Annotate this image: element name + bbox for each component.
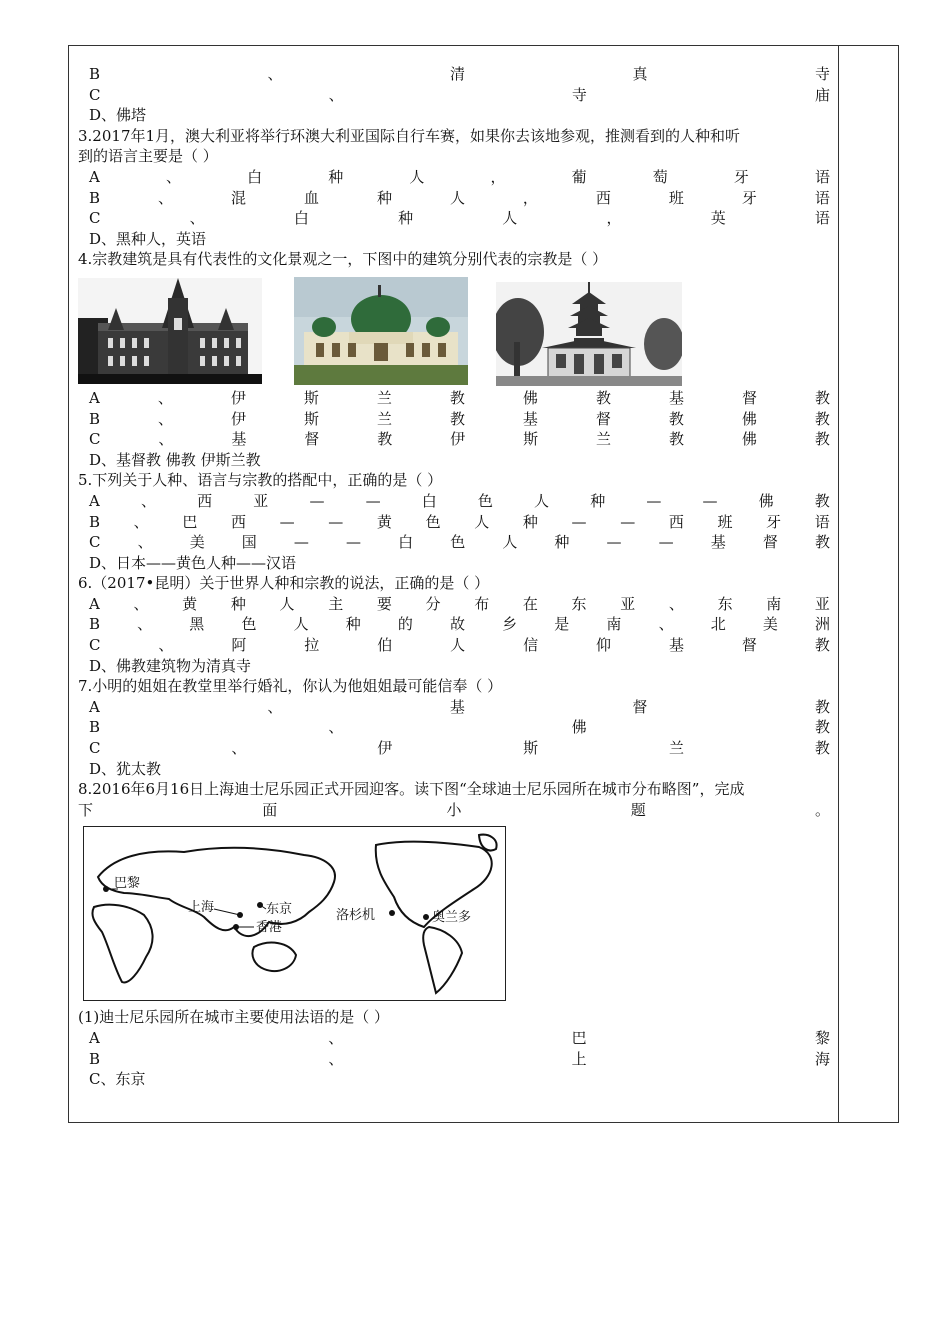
char: 寺 [571,85,587,104]
char: 种 [522,512,538,531]
char: ， [522,188,538,207]
char: 教 [814,697,830,716]
q5-option-d: D、日本——黄色人种——汉语 [89,553,297,572]
q6-option-c [78,635,830,656]
char: 班 [717,512,733,531]
char: 教 [814,409,830,428]
char: 斯 [303,388,319,407]
char: 洲 [814,615,830,634]
q5-option-a [78,491,830,512]
char: 基 [231,430,247,449]
q6-option-a [78,594,830,615]
char: 种 [554,533,570,552]
q6-option-d: D、佛教建筑物为清真寺 [89,656,252,675]
char: 色 [477,491,493,510]
char: 、 [165,167,181,186]
q7-option-d: D、犹太教 [89,759,162,778]
char: 基 [522,409,538,428]
char: 人 [502,209,518,228]
q2-option-c [78,85,830,106]
char: 主 [328,594,344,613]
char: 基 [449,697,465,716]
q8-option-a [78,1028,830,1049]
char: B [89,615,101,634]
char: 面 [262,800,278,819]
mosque-image [294,277,468,385]
char: 斯 [303,409,319,428]
char: 教 [449,409,465,428]
char: 牙 [733,167,749,186]
char: 牙 [766,512,782,531]
char: 伊 [377,739,393,758]
char: 教 [814,533,830,552]
char: 。 [814,800,830,819]
char: 教 [668,409,684,428]
char: 教 [668,430,684,449]
q8-option-b [78,1049,830,1070]
char: B [89,718,101,737]
q5-stem: 5.下列关于人种、语言与宗教的搭配中，正确的是（ ） [78,471,443,490]
char: — [646,491,662,510]
char: ， [606,209,622,228]
char: 种 [398,209,414,228]
q4-option-a [78,388,830,409]
char: 葡 [571,167,587,186]
char: 佛 [741,409,757,428]
char: 语 [814,512,830,531]
char: 、 [267,697,283,716]
map-label-paris: 巴黎 [114,875,141,891]
char: B [89,409,101,428]
q7-stem: 7.小明的姐姐在教堂里举行婚礼，你认为他姐姐最可能信奉（ ） [78,677,503,696]
q4-stem: 4.宗教建筑是具有代表性的文化景观之一，下图中的建筑分别代表的宗教是（ ） [78,250,608,269]
q8-stem-line2 [78,800,830,821]
char: 语 [814,188,830,207]
char: A [89,697,100,716]
char: 乡 [502,615,518,634]
char: C [89,209,101,228]
char: 西 [595,188,611,207]
char: 督 [762,533,778,552]
char: 语 [814,209,830,228]
religious-buildings-images [78,274,830,386]
q3-option-a [78,167,830,188]
char: 伊 [230,388,246,407]
char: 人 [502,533,518,552]
q5-option-b [78,512,830,533]
char: 布 [474,594,490,613]
q2-option-b [78,64,830,85]
char: — [571,512,587,531]
char: 人 [293,615,309,634]
char: 教 [814,388,830,407]
table-column-divider [838,45,839,1123]
char: 、 [267,65,283,83]
char: — [620,512,636,531]
char: 教 [814,491,830,510]
char: — [328,512,344,531]
char: 萄 [652,167,668,186]
char: 色 [425,512,441,531]
char: 教 [814,718,830,737]
char: 佛 [758,491,774,510]
char: 、 [328,1029,344,1047]
char: 基 [710,533,726,552]
char: 黎 [814,1029,830,1047]
char: 伊 [450,430,466,449]
char: 是 [554,615,570,634]
char: 种 [345,615,361,634]
char: 佛 [522,388,538,407]
char: 、 [189,209,205,228]
char: 南 [766,594,782,613]
char: 牙 [741,188,757,207]
char: 东 [571,594,587,613]
char: — [346,533,361,552]
char: 教 [814,739,830,758]
char: 伯 [377,636,393,655]
q3-option-c [78,208,830,229]
map-label-losangeles: 洛杉机 [336,907,376,923]
char: 、 [328,85,344,104]
char: 寺 [814,65,830,83]
char: 种 [590,491,606,510]
char: 白 [398,533,414,552]
char: 黄 [376,512,392,531]
char: 清 [449,65,465,83]
char: 、 [668,594,684,613]
char: 亚 [620,594,636,613]
char: 南 [606,615,622,634]
char: 巴 [571,1029,587,1047]
q6-stem: 6.（2017•昆明）关于世界人种和宗教的说法，正确的是（ ） [78,574,490,593]
char: 阿 [231,636,247,655]
char: 兰 [376,409,392,428]
char: 、 [328,718,344,737]
char: 西 [668,512,684,531]
q8-stem-line1: 8.2016年6月16日上海迪士尼乐园正式开园迎客。读下图“全球迪士尼乐园所在城市分布略图”，完成 [78,780,745,799]
char: B [89,188,101,207]
char: 题 [630,800,646,819]
q3-stem-line1: 3.2017年1月，澳大利亚将举行环澳大利亚国际自行车赛，如果你去该地参观，推测看到的人种和听 [78,126,741,145]
char: C [89,430,101,449]
char: 要 [376,594,392,613]
char: 兰 [669,739,685,758]
char: 兰 [376,388,392,407]
map-label-hongkong: 香港 [256,919,283,935]
char: 色 [450,533,466,552]
char: 督 [741,636,757,655]
char: 兰 [596,430,612,449]
char: 、 [140,491,156,510]
char: A [89,1029,100,1047]
char: 色 [241,615,257,634]
char: 督 [741,388,757,407]
map-label-tokyo: 东京 [266,901,293,917]
char: 基 [668,636,684,655]
pagoda-image [496,282,682,386]
char: 、 [133,512,149,531]
char: C [89,533,101,552]
char: 、 [158,430,174,449]
char: 美 [189,533,205,552]
disney-world-map [83,826,506,1001]
char: 西 [230,512,246,531]
char: 班 [668,188,684,207]
char: 种 [376,188,392,207]
char: 、 [133,594,149,613]
char: 佛 [741,430,757,449]
char: 、 [658,615,674,634]
char: 英 [710,209,726,228]
char: — [309,491,325,510]
char: 白 [247,167,263,186]
char: C [89,636,101,655]
char: 的 [397,615,413,634]
char: 教 [814,636,830,655]
char: 人 [409,167,425,186]
char: 督 [304,430,320,449]
char: 下 [78,800,94,819]
char: C [89,739,101,758]
char: C [89,85,101,104]
char: 国 [241,533,257,552]
char: 海 [814,1049,830,1068]
char: 庙 [814,85,830,104]
char: 人 [449,188,465,207]
char: 真 [632,65,648,83]
char: 斯 [523,739,539,758]
char: 、 [231,739,247,758]
char: 故 [450,615,466,634]
char: A [89,388,100,407]
char: 、 [328,1049,344,1068]
char: 、 [158,188,174,207]
char: 基 [668,388,684,407]
char: 东 [717,594,733,613]
q4-option-b [78,409,830,430]
char: 仰 [596,636,612,655]
q3-option-d: D、黑种人，英语 [89,229,207,248]
char: 美 [762,615,778,634]
char: 斯 [523,430,539,449]
char: 、 [137,533,153,552]
char: 教 [814,430,830,449]
char: 种 [230,594,246,613]
q2-option-d: D、佛塔 [89,106,147,125]
char: — [658,533,674,552]
q8-sub1-stem: (1)迪士尼乐园所在城市主要使用法语的是（ ） [78,1008,390,1027]
char: 、 [158,636,174,655]
q7-option-c [78,738,830,759]
q6-option-b [78,614,830,635]
char: 督 [595,409,611,428]
char: A [89,594,100,613]
char: B [89,1049,101,1068]
char: 教 [449,388,465,407]
char: 白 [293,209,309,228]
char: 教 [595,388,611,407]
char: 人 [534,491,550,510]
char: 亚 [253,491,269,510]
char: 西 [197,491,213,510]
char: A [89,167,100,186]
char: 上 [571,1049,587,1068]
char: 在 [522,594,538,613]
char: B [89,512,101,531]
char: 白 [421,491,437,510]
q7-option-b [78,717,830,738]
char: 黄 [182,594,198,613]
char: 、 [157,388,173,407]
char: 人 [474,512,490,531]
char: 人 [450,636,466,655]
map-label-orlando: 奥兰多 [432,909,472,925]
char: — [279,512,295,531]
q4-option-c [78,429,830,450]
char: 督 [632,697,648,716]
char: 分 [425,594,441,613]
char: 信 [523,636,539,655]
worksheet-content [78,64,830,1090]
char: 佛 [571,718,587,737]
char: 教 [377,430,393,449]
q7-option-a [78,697,830,718]
char: 种 [328,167,344,186]
char: 、 [158,409,174,428]
char: — [606,533,622,552]
char: B [89,65,101,83]
map-label-shanghai: 上海 [188,899,215,915]
q8-option-c: C、东京 [89,1070,146,1089]
char: 拉 [304,636,320,655]
q5-option-c [78,532,830,553]
char: 北 [710,615,726,634]
char: 巴 [182,512,198,531]
char: 语 [814,167,830,186]
char: 黑 [189,615,205,634]
char: 小 [446,800,462,819]
char: — [702,491,718,510]
char: — [365,491,381,510]
char: 亚 [814,594,830,613]
char: ， [490,167,506,186]
char: 人 [279,594,295,613]
char: 混 [230,188,246,207]
char: A [89,491,100,510]
q4-option-d: D、基督教 佛教 伊斯兰教 [89,450,261,469]
q3-stem-line2: 到的语言主要是（ ） [78,147,218,166]
church-image [78,278,262,384]
char: 伊 [230,409,246,428]
q3-option-b [78,188,830,209]
char: 、 [137,615,153,634]
char: 血 [303,188,319,207]
char: — [293,533,309,552]
